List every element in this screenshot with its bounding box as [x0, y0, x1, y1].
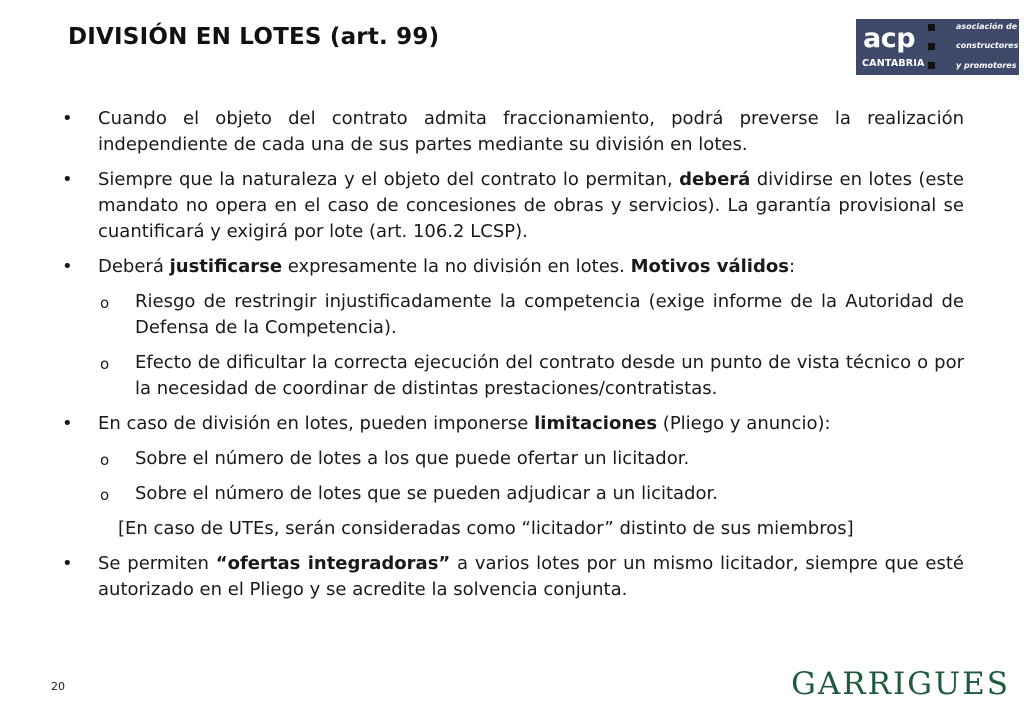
- bullet-text: expresamente la no división en lotes.: [282, 256, 631, 277]
- logo-acp-text: acp: [863, 23, 916, 54]
- sub-bullet-text: Efecto de dificultar la correcta ejecución del contrato desde un punto de vista técnico o por la necesidad de coordinar de distintas prestaciones/contratistas.: [135, 352, 964, 399]
- bullet-ofertas-integradoras: [62, 551, 964, 603]
- logo-square-icon: [928, 62, 935, 69]
- bullet-emphasis: deberá: [679, 169, 751, 190]
- bullet-text: Deberá: [98, 256, 170, 277]
- slide-content: [62, 106, 964, 612]
- sub-bullet-text: Sobre el número de lotes que se pueden adjudicar a un licitador.: [135, 483, 718, 504]
- bullet-text: Cuando el objeto del contrato admita fraccionamiento, podrá preverse la realización independiente de cada una de sus partes mediante su división en lotes.: [98, 108, 964, 155]
- bullet-text: En caso de división en lotes, pueden imponerse: [98, 413, 535, 434]
- bullet-deber-dividir: [62, 167, 964, 245]
- bullet-justificar: [62, 254, 964, 280]
- sub-bullet-ofertar: [62, 446, 964, 472]
- bullet-fraccionamiento: [62, 106, 964, 158]
- bullet-text: :: [788, 256, 796, 277]
- bullet-emphasis: “ofertas integradoras”: [215, 553, 451, 574]
- bullet-text: Siempre que la naturaleza y el objeto del contrato lo permitan,: [98, 169, 680, 190]
- bullet-text: Se permiten: [98, 553, 216, 574]
- logo-line-1: asociación de: [956, 22, 1018, 31]
- bullet-emphasis: justificarse: [169, 256, 283, 277]
- page-number: 20: [51, 680, 65, 693]
- bullet-emphasis: limitaciones: [534, 413, 658, 434]
- garrigues-logo: GARRIGUES: [791, 666, 1010, 702]
- ute-note: [En caso de UTEs, serán consideradas como “licitador” distinto de sus miembros]: [118, 518, 854, 539]
- sub-bullet-text: Sobre el número de lotes a los que puede ofertar un licitador.: [135, 448, 690, 469]
- logo-square-icon: [928, 24, 935, 31]
- bullet-limitaciones: [62, 411, 964, 437]
- bullet-text: a varios lotes por un mismo licitador, siempre que esté autorizado en el Pliego y se acredite la solvencia conjunta.: [98, 553, 964, 600]
- logo-square-icon: [928, 43, 935, 50]
- sub-bullet-adjudicar: [62, 481, 964, 507]
- acp-logo: [856, 19, 1019, 75]
- logo-line-2: constructores: [956, 41, 1019, 50]
- sub-bullet-competencia: [62, 289, 964, 341]
- bullet-emphasis: Motivos válidos: [630, 256, 789, 277]
- page-title: DIVISIÓN EN LOTES (art. 99): [68, 24, 440, 50]
- logo-line-3: y promotores: [956, 61, 1017, 70]
- bullet-text: (Pliego y anuncio):: [657, 413, 831, 434]
- sub-bullet-text: Riesgo de restringir injustificadamente la competencia (exige informe de la Autoridad de Defensa de la Competencia).: [135, 291, 964, 338]
- bullet-text: dividirse en lotes (este mandato no opera en el caso de concesiones de obras y servicios). La garantía provisional se cuantificará y exigirá por lote (art. 106.2 LCSP).: [98, 169, 964, 242]
- logo-region-text: CANTABRIA: [862, 58, 925, 69]
- sub-bullet-ejecucion: [62, 350, 964, 402]
